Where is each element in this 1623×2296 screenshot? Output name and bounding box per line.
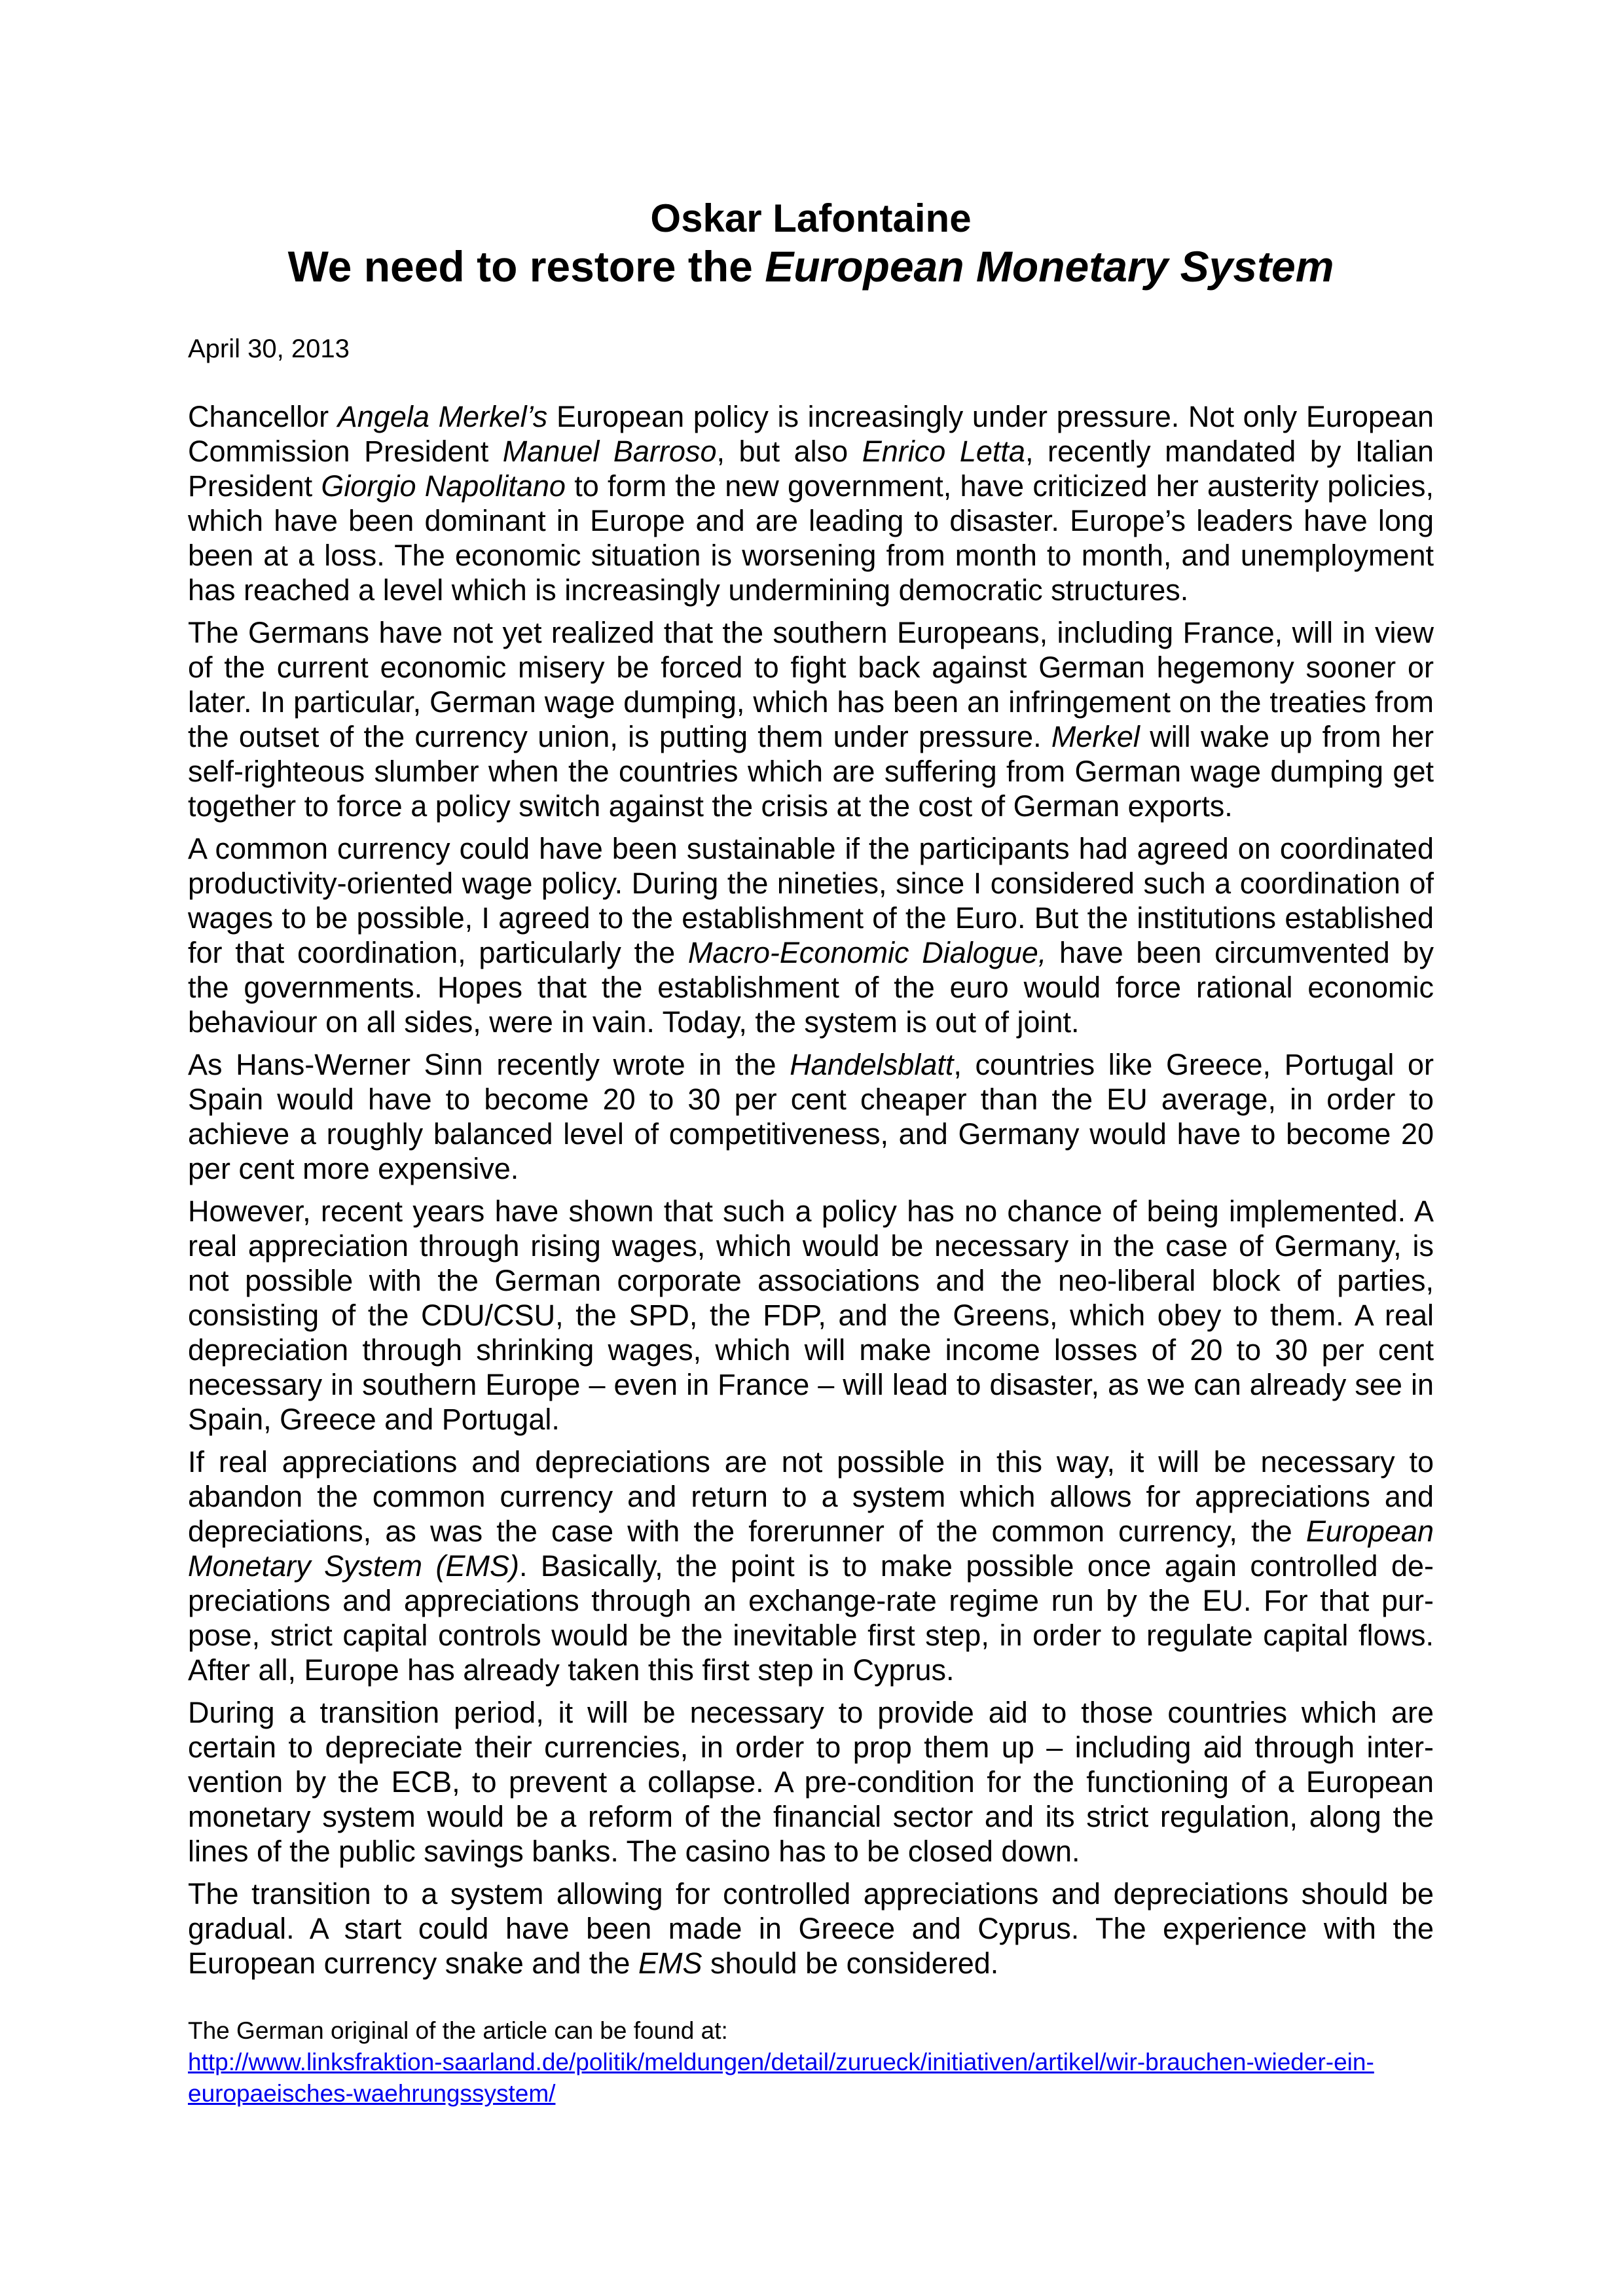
article-body <box>188 399 1434 1981</box>
paragraph: During a transition period, it will be necessary to provide aid to those countries which are certain to depreciate their currencies, in order to prop them up – including aid through intervention by the ECB, to prevent a collapse. A pre-condition for the functioning of a European monetary system would be a reform of the financial sector and its strict regulation, along the lines of the public savings banks. The casino has to be closed down. <box>188 1696 1434 1868</box>
author-name: Oskar Lafontaine <box>650 196 972 240</box>
source-link[interactable]: http://www.linksfraktion-saarland.de/politik/meldungen/detail/zurueck/initiativen/artikel/wir-brauchen-wieder-ein-europaeisches-waehrungssystem/ <box>188 2049 1374 2107</box>
article-title <box>188 242 1434 292</box>
source-footer <box>188 2015 1434 2109</box>
paragraph: A common currency could have been sustainable if the participants had agreed on coordinated productivity-oriented wage policy. During the nineties, since I considered such a coordination of wages to be possible, I agreed to the establishment of the Euro. But the institutions established for that coordination, particularly the Macro-Economic Dialogue, have been circumvented by the governments. Hopes that the establishment of the euro would force rational economic behaviour on all sides, were in vain. Today, the system is out of joint. <box>188 832 1434 1039</box>
article-title-prefix: We need to restore the <box>287 242 765 291</box>
article-date: April 30, 2013 <box>188 334 350 363</box>
paragraph: If real appreciations and depreciations are not possible in this way, it will be necessary to abandon the common currency and return to a system which allows for appreciations and depreciations, as was the case with the forerunner of the common currency, the European Monetary System (EMS). Basically, the point is to make possible once again controlled depreciations and appreciations through an exchange-rate regime run by the EU. For that purpose, strict capital controls would be the inevitable first step, in order to regulate capital flows. After all, Europe has already taken this first step in Cyprus. <box>188 1445 1434 1687</box>
article-title-italic: European Monetary System <box>765 242 1334 291</box>
source-link-line <box>188 2047 1434 2109</box>
paragraph: The transition to a system allowing for controlled appreciations and depreciations should be gradual. A start could have been made in Greece and Cyprus. The experience with the European currency snake and the EMS should be considered. <box>188 1877 1434 1980</box>
paragraph: However, recent years have shown that such a policy has no chance of being implemented. A real appreciation through rising wages, which would be necessary in the case of Germany, is not possible with the German corporate associations and the neo-liberal block of parties, consisting of the CDU/CSU, the SPD, the FDP, and the Greens, which obey to them. A real depreciation through shrinking wages, which will make income losses of 20 to 30 per cent necessary in southern Europe – even in France – will lead to disaster, as we can already see in Spain, Greece and Portugal. <box>188 1194 1434 1436</box>
paragraph: The Germans have not yet realized that the southern Europeans, including France, will in view of the current economic misery be forced to fight back against German hegemony sooner or later. In particular, German wage dumping, which has been an infringement on the treaties from the outset of the currency union, is putting them under pressure. Merkel will wake up from her self-righteous slumber when the countries which are suffering from German wage dumping get together to force a policy switch against the crisis at the cost of German exports. <box>188 616 1434 823</box>
paragraph: Chancellor Angela Merkel’s European policy is increasingly under pressure. Not only European Commission President Manuel Barroso, but also Enrico Letta, recently mandated by Italian President Giorgio Napolitano to form the new government, have criticized her austerity policies, which have been dominant in Europe and are leading to disaster. Europe’s leaders have long been at a loss. The economic situation is worsening from month to month, and unemployment has reached a level which is increasingly undermining democratic structures. <box>188 400 1434 607</box>
document-content <box>188 0 1434 2109</box>
source-note: The German original of the article can be found at: <box>188 2017 728 2044</box>
paragraph: As Hans-Werner Sinn recently wrote in the Handelsblatt, countries like Greece, Portugal or Spain would have to become 20 to 30 per cent cheaper than the EU average, in order to achieve a roughly balanced level of competitiveness, and Germany would have to become 20 per cent more expensive. <box>188 1048 1434 1185</box>
